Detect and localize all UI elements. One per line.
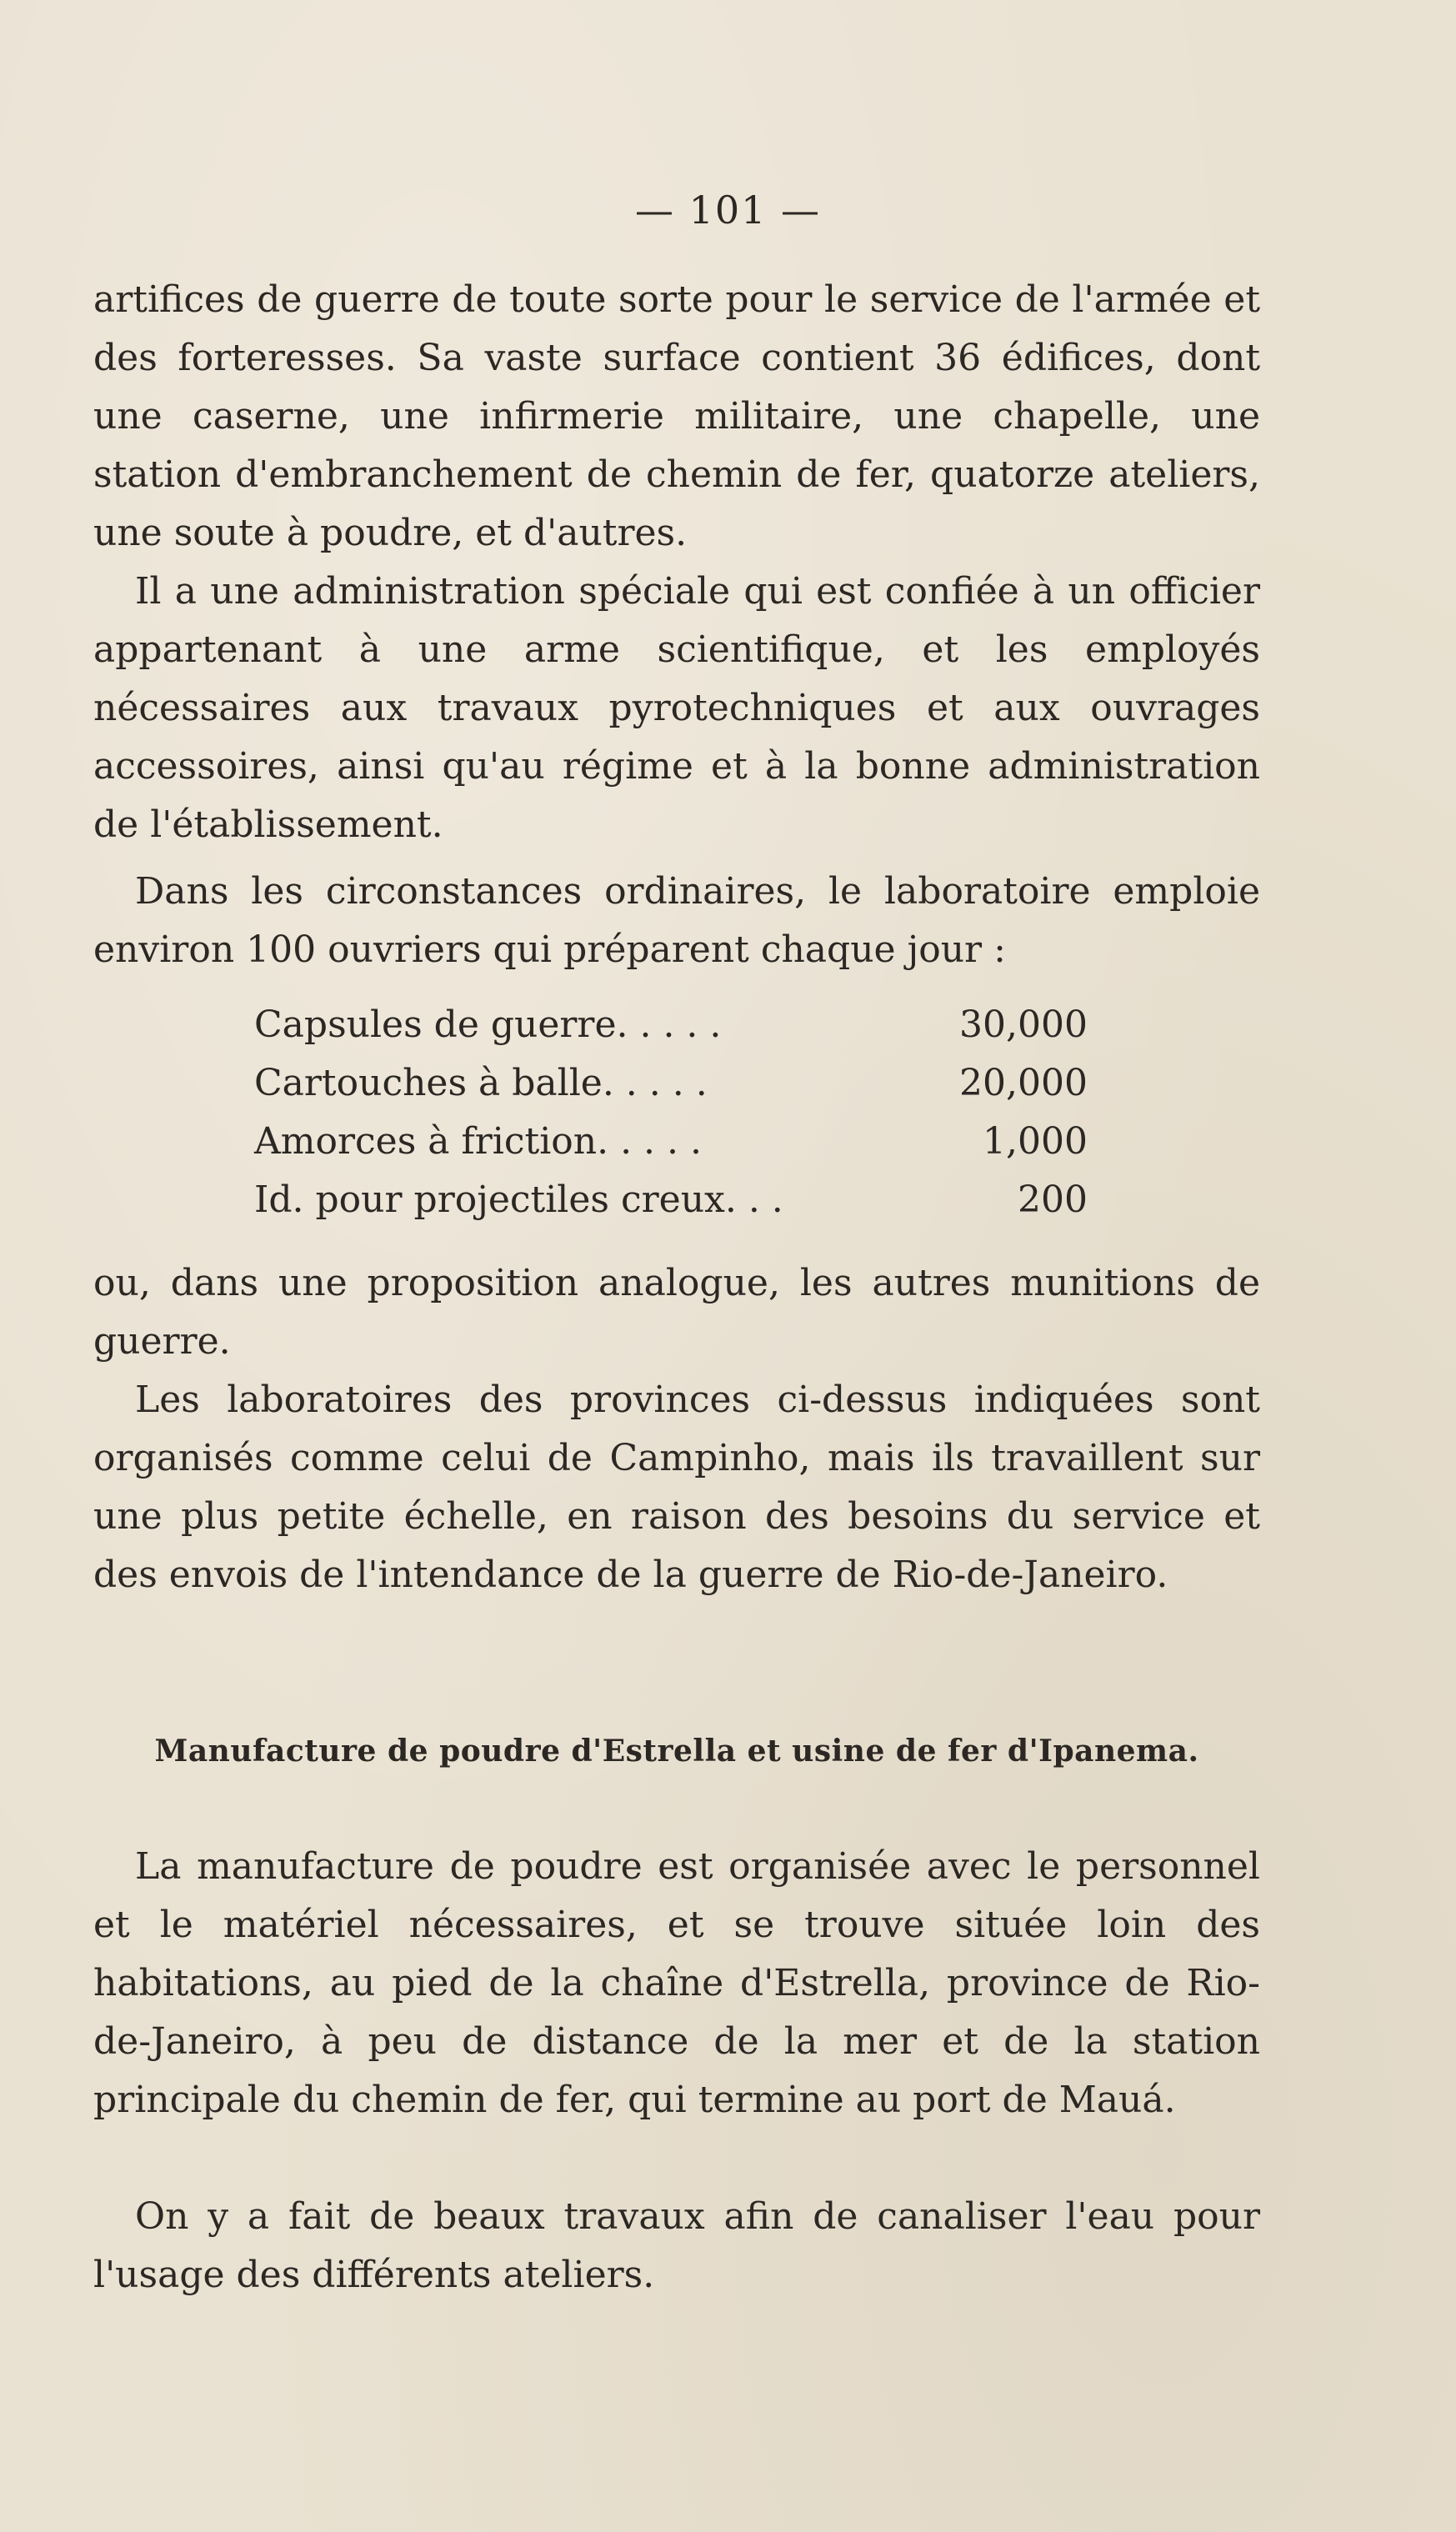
production-row <box>254 1113 1088 1171</box>
paragraph-6-block <box>93 1838 1260 2129</box>
production-value: 30,000 <box>959 1003 1088 1046</box>
section-title: Manufacture de poudre d'Estrella et usine de fer d'Ipanema. <box>154 1734 1199 1769</box>
paragraph-2-block <box>93 563 1260 854</box>
paragraph-7-block <box>93 2188 1260 2304</box>
production-row <box>254 1171 1088 1229</box>
production-row <box>254 1054 1088 1113</box>
production-table <box>254 996 1088 1229</box>
production-value: 20,000 <box>959 1062 1088 1104</box>
production-label: Id. pour projectiles creux. . . <box>254 1178 783 1221</box>
production-row <box>254 996 1088 1054</box>
page-number: — 101 — <box>634 188 822 233</box>
paragraph-6: La manufacture de poudre est organisée avec le personnel et le matériel nécessaires, et se trouve située loin des habitations, au pied de la chaîne d'Estrella, province de Rio-de-Janeiro, à peu de distance de la mer et de la station principale du chemin de fer, qui termine au port de Mauá. <box>93 1845 1260 2121</box>
paragraph-1-block <box>93 271 1260 563</box>
paragraph-5: Les laboratoires des provinces ci-dessus indiquées sont organisés comme celui de Campinho, mais ils travaillent sur une plus petite échelle, en raison des besoins du service et des envois de l'intendance de la guerre de Rio-de-Janeiro. <box>93 1379 1260 1596</box>
paragraph-4-block <box>93 1254 1260 1371</box>
production-label: Capsules de guerre. . . . . <box>254 1003 722 1046</box>
paragraph-3: Dans les circonstances ordinaires, le laboratoire emploie environ 100 ouvriers qui préparent chaque jour : <box>93 870 1260 971</box>
paragraph-1: artifices de guerre de toute sorte pour le service de l'armée et des forteresses. Sa vaste surface contient 36 édifices, dont une caserne, une infirmerie militaire, une chapelle, une station d'embranchement de chemin de fer, quatorze ateliers, une soute à poudre, et d'autres. <box>93 278 1260 554</box>
paragraph-7: On y a fait de beaux travaux afin de canaliser l'eau pour l'usage des différents ateliers. <box>93 2195 1260 2296</box>
paragraph-2: Il a une administration spéciale qui est confiée à un officier appartenant à une arme scientifique, et les employés nécessaires aux travaux pyrotechniques et aux ouvrages accessoires, ainsi qu'au régime et à la bonne administration de l'établissement. <box>93 570 1260 846</box>
paragraph-3-block <box>93 863 1260 979</box>
paragraph-5-block <box>93 1371 1260 1604</box>
production-value: 1,000 <box>983 1120 1088 1163</box>
production-value: 200 <box>1018 1178 1088 1221</box>
production-label: Amorces à friction. . . . . <box>254 1120 702 1163</box>
production-label: Cartouches à balle. . . . . <box>254 1062 708 1104</box>
paragraph-4: ou, dans une proposition analogue, les autres munitions de guerre. <box>93 1262 1260 1363</box>
